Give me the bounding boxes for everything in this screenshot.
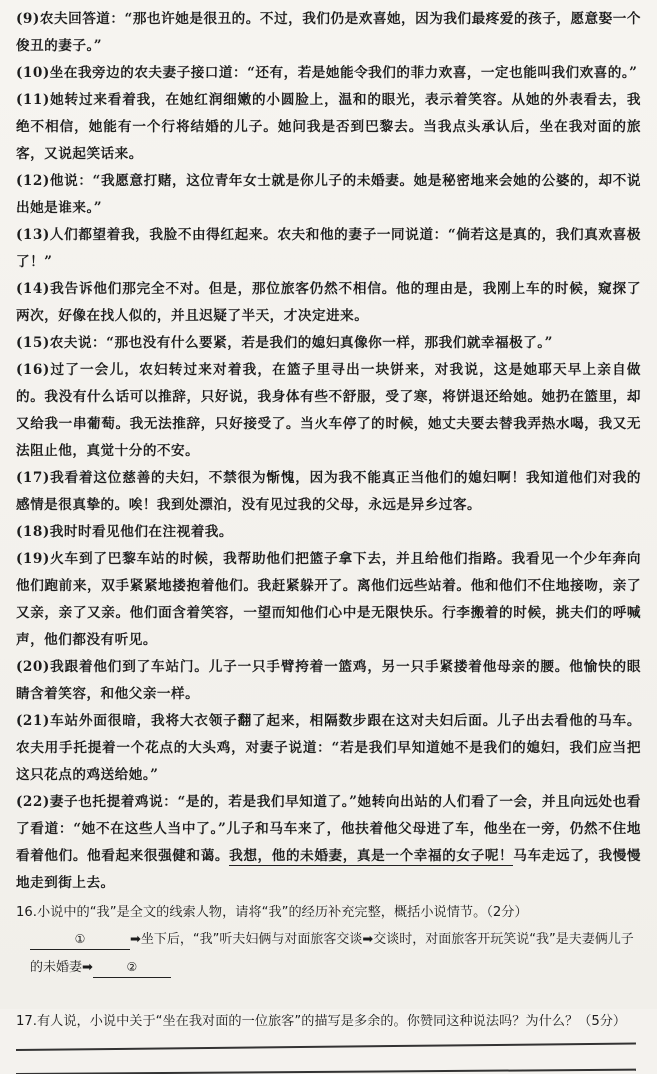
underlined-sentence: 我想，他的未婚妻，真是一个幸福的女子呢！ <box>229 848 514 864</box>
paragraph-13: (13)人们都望着我，我脸不由得红起来。农夫和他的妻子一同说道：“倘若这是真的，我们真欢喜极了！” <box>16 227 641 270</box>
paragraph-9: (9)农夫回答道：“那也许她是很丑的。不过，我们仍是欢喜她，因为我们最疼爱的孩子，愿意娶一个俊丑的妻子。” <box>16 11 641 54</box>
answer-blank-2[interactable] <box>93 957 171 978</box>
paragraph-10: (10)坐在我旁边的农夫妻子接口道：“还有，若是她能令我们的菲力欢喜，一定也能叫我们欢喜的。” <box>16 65 638 81</box>
paragraph-15: (15)农夫说：“那也没有什么要紧，若是我们的媳妇真像你一样，那我们就幸福极了。” <box>16 335 553 351</box>
paragraph-18: (18)我时时看见他们在注视着我。 <box>16 524 233 540</box>
paragraph-12: (12)他说：“我愿意打赌，这位青年女士就是你儿子的未婚妻。她是秘密地来会她的公婆的，却不说出她是谁来。” <box>16 173 641 216</box>
paragraph-19: (19)火车到了巴黎车站的时候，我帮助他们把篮子拿下去，并且给他们指路。我看见一个少年奔向他们跑前来，双手紧紧地搂抱着他们。我赶紧躲开了。离他们远些站着。他和他们不住地接吻，亲了又亲，亲了又亲。他们面含着笑容，一望而知他们心中是无限快乐。行李搬着的时候，挑夫们的呼喊声，他们都没有听见。 <box>16 551 641 648</box>
answer-line-2[interactable] <box>16 1068 636 1074</box>
paragraph-22-end: 马车走远了，我慢慢地走到街上去。 <box>16 848 642 891</box>
paragraph-22-text: (22)妻子也托提着鸡说：“是的，若是我们早知道了。”她转向出站的人们看了一会，并且向远处也看了看道：“她不在这些人当中了。”儿子和马车来了，他扶着他父母进了车，他坐在一旁，仍然不住地看着他们。他看起来很强健和蔼。 <box>16 794 641 864</box>
answer-line-1[interactable] <box>16 1043 636 1051</box>
paragraph-21: (21)车站外面很暗，我将大衣领子翻了起来，相隔数步跟在这对夫妇后面。儿子出去看他的马车。农夫用手托提着一个花点的大头鸡，对妻子说道：“若是我们早知道她不是我们的媳妇，我们应当把这只花点的鸡送给她。” <box>16 713 641 783</box>
question-17: 17.有人说，小说中关于“坐在我对面的一位旅客”的描写是多余的。你赞同这种说法吗？为什么？（5分） <box>16 1014 627 1029</box>
plot-chain-text: ➡坐下后，“我”听夫妇俩与对面旅客交谈➡交谈时，对面旅客开玩笑说“我”是夫妻俩儿子的未婚妻➡ <box>30 932 634 975</box>
paragraph-14: (14)我告诉他们那完全不对。但是，那位旅客仍然不相信。他的理由是，我刚上车的时候，窥探了两次，好像在找人似的，并且迟疑了半天，才决定进来。 <box>16 281 641 324</box>
paragraph-22 <box>16 789 641 897</box>
question-16-answer-line <box>30 926 641 982</box>
blank-2-mark: ② <box>126 960 138 974</box>
paragraph-16: (16)过了一会儿，农妇转过来对着我，在篮子里寻出一块饼来，对我说，这是她耶天早上亲自做的。我没有什么话可以推辞，只好说，我身体有些不舒服，受了寒，将饼退还给她。她扔在篮里，却又给我一串葡萄。我无法推辞，只好接受了。当火车停了的时候，她丈夫要去替我弄热水喝，我又无法阻止他，真觉十分的不安。 <box>16 362 641 459</box>
paragraph-20: (20)我跟着他们到了车站门。儿子一只手臂挎着一篮鸡，另一只手紧搂着他母亲的腰。他愉快的眼睛含着笑容，和他父亲一样。 <box>16 659 641 702</box>
blank-1-mark: ① <box>74 932 86 946</box>
paragraph-17: (17)我看着这位慈善的夫妇，不禁很为惭愧，因为我不能真正当他们的媳妇啊！我知道他们对我的感情是很真挚的。唉！我到处漂泊，没有见过我的父母，永远是异乡过客。 <box>16 470 641 513</box>
question-16: 16.小说中的“我”是全文的线索人物，请将“我”的经历补充完整，概括小说情节。（2分） <box>16 905 528 920</box>
paragraph-11: (11)她转过来看着我，在她红润细嫩的小圆脸上，温和的眼光，表示着笑容。从她的外表看去，我绝不相信，她能有一个行将结婚的儿子。她问我是否到巴黎去。当我点头承认后，坐在我对面的旅客，又说起笑话来。 <box>16 92 641 162</box>
answer-blank-1[interactable] <box>30 929 130 950</box>
